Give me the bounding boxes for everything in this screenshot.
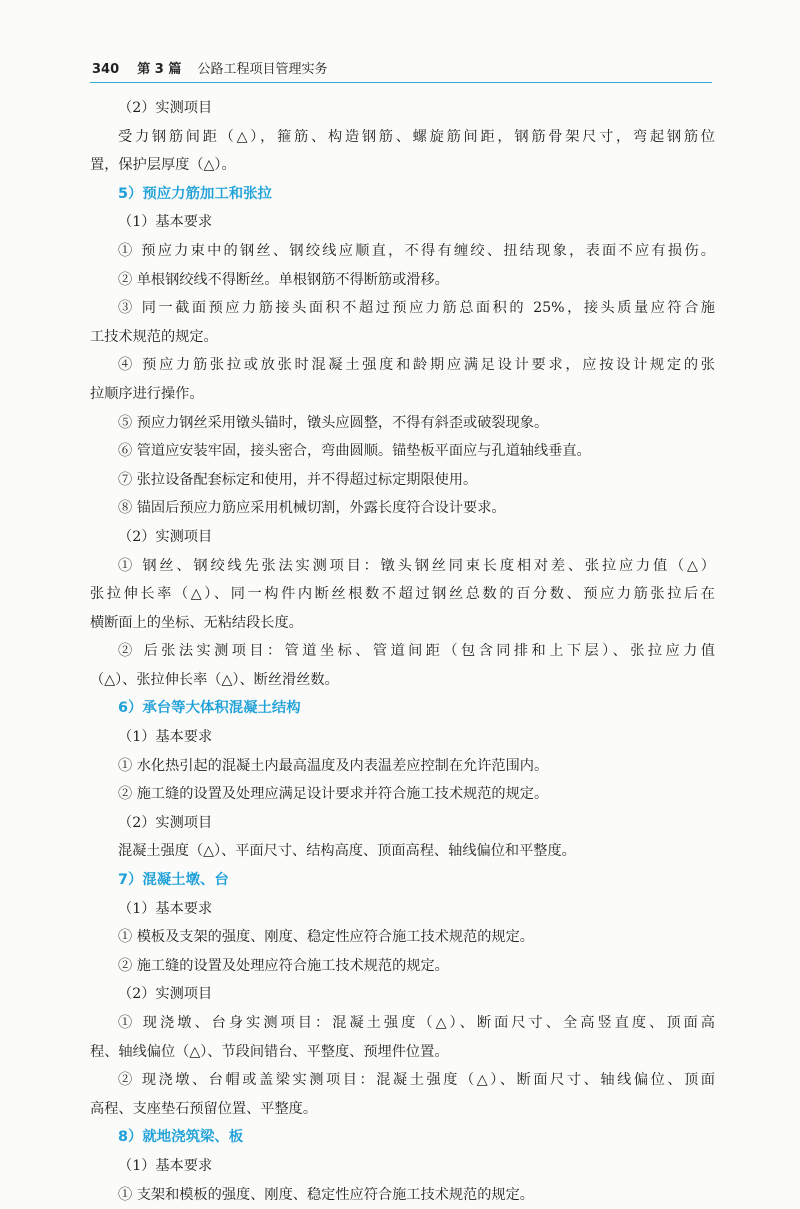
paragraph-line: ② 单根钢绞线不得断丝。单根钢筋不得断筋或滑移。: [118, 271, 449, 288]
subsection-label: （2）实测项目: [118, 100, 213, 116]
page-header: [92, 58, 712, 80]
paragraph-line: ⑥ 管道应安装牢固，接头密合，弯曲圆顺。锚垫板平面应与孔道轴线垂直。: [118, 443, 591, 460]
paragraph-continuation: 高程、支座垫石预留位置、平整度。: [90, 1100, 318, 1117]
paragraph-continuation: 拉顺序进行操作。: [90, 385, 204, 402]
paragraph-line: ① 支架和模板的强度、刚度、稳定性应符合施工技术规范的规定。: [118, 1186, 534, 1203]
paragraph-line: ② 施工缝的设置及处理应满足设计要求并符合施工技术规范的规定。: [118, 786, 549, 803]
book-title: 公路工程项目管理实务: [197, 62, 328, 77]
paragraph-continuation: 置，保护层厚度（△）。: [90, 157, 236, 174]
paragraph-line: ① 模板及支架的强度、刚度、稳定性应符合施工技术规范的规定。: [118, 929, 534, 946]
subsection-label: （1）基本要求: [118, 214, 213, 231]
header-rule: [90, 82, 712, 83]
paragraph-continuation: 程、轴线偏位（△）、节段间错台、平整度、预埋件位置。: [90, 1043, 449, 1060]
section-heading: 5）预应力筋加工和张拉: [118, 185, 272, 202]
paragraph-line: ③ 同一截面预应力筋接头面积不超过预应力筋总面积的 25%，接头质量应符合施: [118, 300, 715, 317]
section-heading: 7）混凝土墩、台: [118, 872, 229, 889]
paragraph-line: ② 后张法实测项目：管道坐标、管道间距（包含同排和上下层）、张拉应力值: [118, 643, 715, 660]
paragraph-line: ① 水化热引起的混凝土内最高温度及内表温差应控制在允许范围内。: [118, 757, 549, 774]
section-heading: 6）承台等大体积混凝土结构: [118, 700, 301, 717]
paragraph-line: 受力钢筋间距（△），箍筋、构造钢筋、螺旋筋间距，钢筋骨架尺寸，弯起钢筋位: [118, 128, 715, 145]
paragraph-line: ② 现浇墩、台帽或盖梁实测项目：混凝土强度（△）、断面尺寸、轴线偏位、顶面: [118, 1072, 715, 1089]
paragraph-line: ⑦ 张拉设备配套标定和使用，并不得超过标定期限使用。: [118, 471, 478, 488]
paragraph-line: 混凝土强度（△）、平面尺寸、结构高度、顶面高程、轴线偏位和平整度。: [118, 843, 576, 860]
paragraph-line: ④ 预应力筋张拉或放张时混凝土强度和龄期应满足设计要求，应按设计规定的张: [118, 357, 715, 374]
paragraph-line: ① 现浇墩、台身实测项目：混凝土强度（△）、断面尺寸、全高竖直度、顶面高: [118, 1015, 715, 1031]
section-heading: 8）就地浇筑梁、板: [118, 1129, 244, 1146]
paragraph-continuation: 横断面上的坐标、无粘结段长度。: [90, 614, 303, 631]
subsection-label: （2）实测项目: [118, 986, 213, 1003]
page-number: 340: [92, 62, 120, 77]
subsection-label: （2）实测项目: [118, 814, 213, 831]
paragraph-line: ② 施工缝的设置及处理应符合施工技术规范的规定。: [118, 957, 449, 974]
paragraph-line: ⑧ 锚固后预应力筋应采用机械切割，外露长度符合设计要求。: [118, 500, 506, 517]
paragraph-continuation: 工技术规范的规定。: [90, 328, 218, 345]
subsection-label: （1）基本要求: [118, 729, 213, 746]
paragraph-line: ① 预应力束中的钢丝、钢绞线应顺直，不得有缠绞、扭结现象，表面不应有损伤。: [118, 242, 715, 259]
subsection-label: （2）实测项目: [118, 528, 213, 545]
subsection-label: （1）基本要求: [118, 1157, 213, 1174]
subsection-label: （1）基本要求: [118, 900, 213, 917]
paragraph-continuation: （△）、张拉伸长率（△）、断丝滑丝数。: [90, 671, 339, 688]
document-body: [90, 94, 715, 1209]
paragraph-line: ⑤ 预应力钢丝采用镦头锚时，镦头应圆整，不得有斜歪或破裂现象。: [118, 414, 549, 431]
paragraph-continuation: 张拉伸长率（△）、同一构件内断丝根数不超过钢丝总数的百分数、预应力筋张拉后在: [90, 586, 715, 603]
paragraph-line: ① 钢丝、钢绞线先张法实测项目：镦头钢丝同束长度相对差、张拉应力值（△）: [118, 557, 715, 574]
part-label: 第 3 篇: [137, 62, 182, 77]
